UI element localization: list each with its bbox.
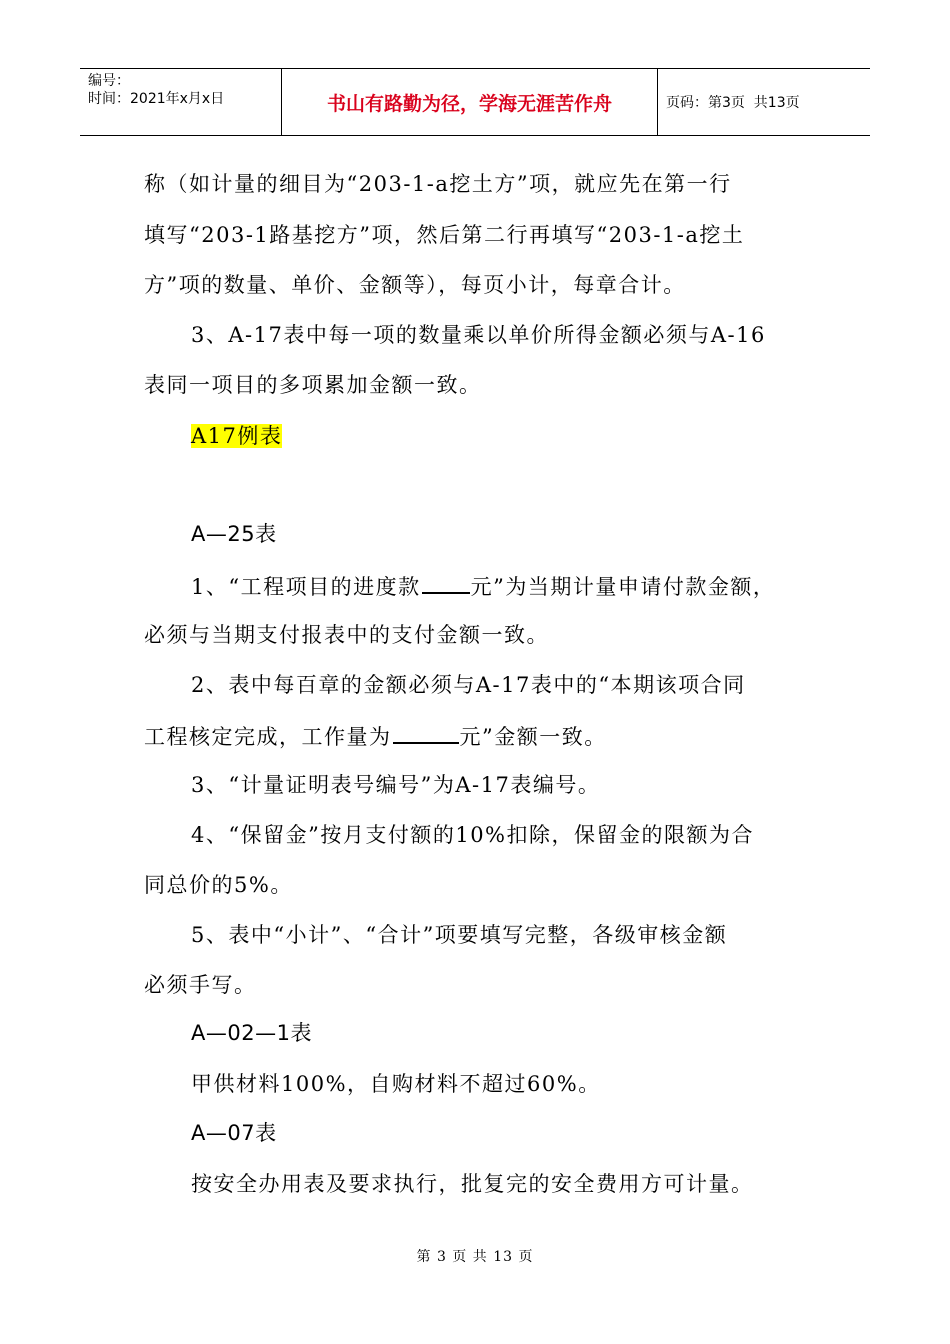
blank-underline <box>422 572 470 594</box>
header-page-number: 页码：第3页 共13页 <box>666 95 800 111</box>
paragraph-line: 甲供材料100%，自购材料不超过60%。 <box>191 1072 601 1096</box>
paragraph-line: 必须与当期支付报表中的支付金额一致。 <box>144 623 549 647</box>
blank-underline <box>393 722 459 744</box>
section-heading-a07: A—07表 <box>191 1121 277 1145</box>
paragraph-line: 同总价的5%。 <box>144 873 293 897</box>
paragraph-line: 1、“工程项目的进度款 元”为当期计量申请付款金额， <box>191 572 775 600</box>
paragraph-line: 填写“203-1路基挖方”项，然后第二行再填写“203-1-a挖土 <box>144 223 745 247</box>
header-table <box>80 68 870 136</box>
document-number: 编号： <box>88 73 130 89</box>
section-heading-a021: A—02—1表 <box>191 1021 312 1045</box>
page-footer: 第 3 页 共 13 页 <box>416 1249 534 1265</box>
paragraph-line: 3、“计量证明表号编号”为A-17表编号。 <box>191 773 601 797</box>
section-heading-a25: A—25表 <box>191 522 277 546</box>
paragraph-line: 方”项的数量、单价、金额等），每页小计，每章合计。 <box>144 273 686 297</box>
paragraph-line: 2、表中每百章的金额必须与A-17表中的“本期该项合同 <box>191 673 746 697</box>
example-table-label <box>191 423 282 449</box>
paragraph-line: 3、A-17表中每一项的数量乘以单价所得金额必须与A-16 <box>191 323 766 347</box>
header-motto: 书山有路勤为径，学海无涯苦作舟 <box>282 69 658 135</box>
header-meta-cell <box>80 69 282 135</box>
document-time: 时间：2021年x月x日 <box>88 91 225 107</box>
paragraph-line: 称（如计量的细目为“203-1-a挖土方”项，就应先在第一行 <box>144 172 732 196</box>
paragraph-line: 按安全办用表及要求执行，批复完的安全费用方可计量。 <box>191 1172 754 1196</box>
highlighted-text: A17例表 <box>191 424 283 448</box>
paragraph-line: 表同一项目的多项累加金额一致。 <box>144 373 482 397</box>
paragraph-line: 工程核定完成，工作量为 元”金额一致。 <box>144 722 607 750</box>
paragraph-line: 4、“保留金”按月支付额的10%扣除，保留金的限额为合 <box>191 823 755 847</box>
paragraph-line: 必须手写。 <box>144 973 257 997</box>
header-page-cell <box>658 69 870 135</box>
paragraph-line: 5、表中“小计”、“合计”项要填写完整，各级审核金额 <box>191 923 728 947</box>
